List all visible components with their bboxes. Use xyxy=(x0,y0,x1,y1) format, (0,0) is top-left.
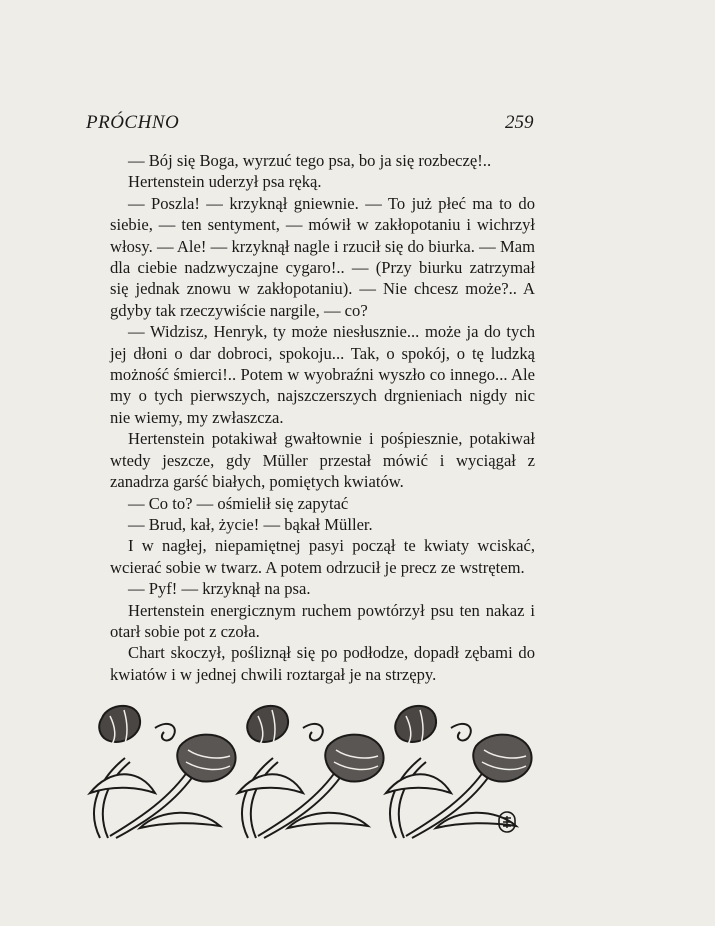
paragraph: — Pyf! — krzyknął na psa. xyxy=(128,579,311,599)
paragraph: Hertenstein uderzył psa ręką. xyxy=(128,172,322,192)
paragraph: — Co to? — ośmielił się zapytać xyxy=(128,493,349,513)
paragraph: I w nagłej, niepamiętnej pasyi począł te kwiaty wciskać, wcierać sobie w twarz. A potem odrzucił je precz ze wstrętem. xyxy=(110,536,535,577)
running-title: PRÓCHNO xyxy=(86,112,180,133)
paragraph: — Bój się Boga, wyrzuć tego psa, bo ja się rozbeczę!.. xyxy=(128,151,492,170)
printer-monogram-icon xyxy=(497,810,517,834)
paragraph: Hertenstein energicznym ruchem powtórzył psu ten nakaz i otarł sobie pot z czoła. xyxy=(110,600,535,641)
paragraph: — Poszla! — krzyknął gniewnie. — To już płeć ma to do siebie, — ten sentyment, — mówił w zakłopotaniu i wichrzył włosy. — Ale! — krzyknął nagle i rzucił się do biurka. — Mam dla ciebie nadzwyczajne cygaro!.. — (Przy biurku zatrzymał się jednak znowu w zakłopotaniu). — Nie chcesz może?.. A gdyby tak rzeczywiście nargile, — co? xyxy=(110,193,535,320)
paragraph: Chart skoczył, pośliznął się po podłodze, dopadł zębami do kwiatów i w jednej chwili roztargał je na strzępy. xyxy=(110,643,535,684)
tulip-border-icon xyxy=(80,698,550,848)
paragraph: Hertenstein potakiwał gwałtownie i pośpiesznie, potakiwał wtedy jeszcze, gdy Müller przestał mówić i wyciągał z zanadrza garść białych, pomiętych kwiatów. xyxy=(110,429,535,492)
paragraph: — Brud, kał, życie! — bąkał Müller. xyxy=(128,514,373,534)
body-text xyxy=(110,150,535,685)
paragraph: — Widzisz, Henryk, ty może niesłusznie... może ja do tych jej dłoni o dar dobroci, spokoju... Tak, o spokój, o tę ludzką możność śmierci!.. Potem w wyobraźni wyszło co innego... Ale my o tych pierwszych, najszczerszych drgnieniach nigdy nic nie wiemy, my zwłaszcza. xyxy=(110,322,535,427)
page-number: 259 xyxy=(505,112,534,133)
